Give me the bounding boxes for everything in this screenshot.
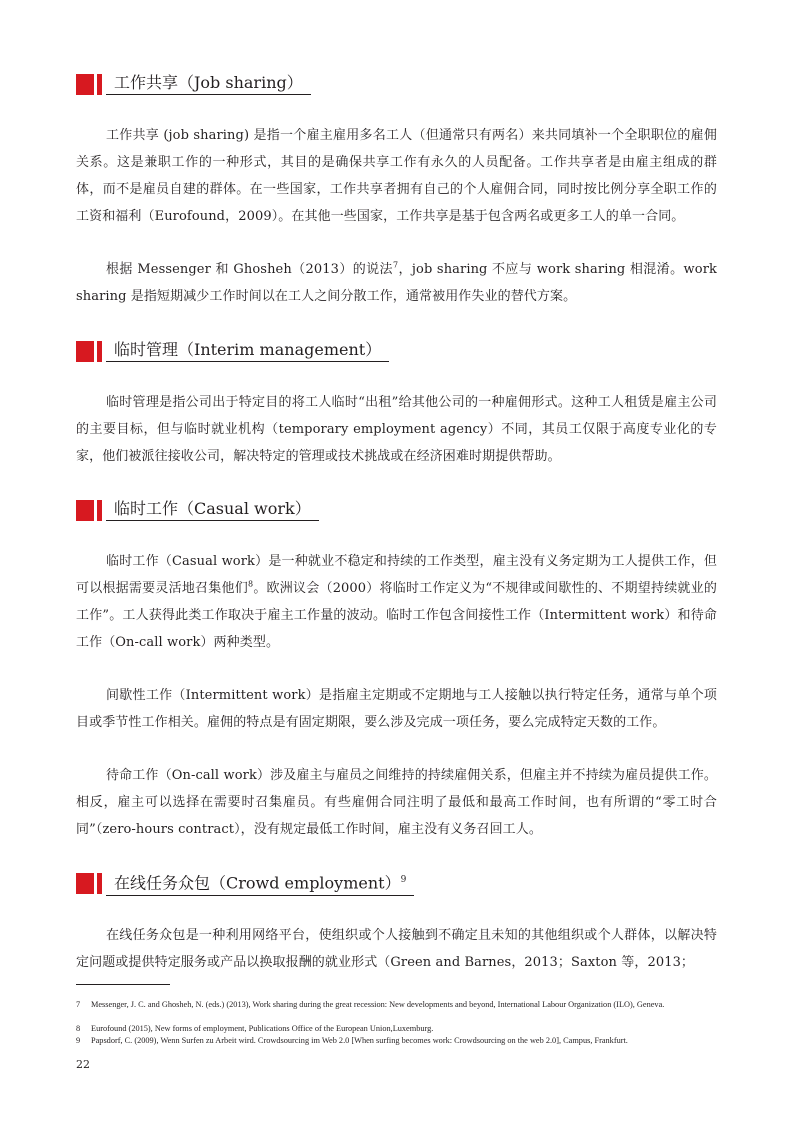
section-heading-interim-management [76, 339, 389, 363]
heading-marker [97, 341, 102, 362]
section-title: 工作共享（Job sharing） [106, 73, 311, 95]
paragraph: 根据 Messenger 和 Ghosheh（2013）的说法$^7$，job sharing 不应与 work sharing 相混淆。work sharing 是指短期减少工作时间以在工人之间分散工作，通常被用作失业的替代方案。 [76, 260, 717, 304]
paragraph: 临时工作（Casual work）是一种就业不稳定和持续的工作类型，雇主没有义务定期为工人提供工作，但可以根据需要灵活地召集他们$^8$。欧洲议会（2000）将临时工作定义为“不规律或间歇性的、不期望持续就业的工作”。工人获得此类工作取决于雇主工作量的波动。临时工作包含间接性工作（Intermittent work）和待命工作（On-call work）两种类型。 [76, 554, 717, 650]
paragraph: 待命工作（On-call work）涉及雇主与雇员之间维持的持续雇佣关系，但雇主并不持续为雇员提供工作。相反，雇主可以选择在需要时召集雇员。有些雇佣合同注明了最低和最高工作时间，也有所谓的“零工时合同”（zero-hours contract），没有规定最低工作时间，雇主没有义务召回工人。 [76, 768, 717, 837]
section-heading-crowd-employment [76, 871, 414, 895]
heading-marker [76, 341, 94, 362]
heading-marker [76, 500, 94, 521]
page-number: 22 [76, 1058, 90, 1071]
footnote: 9 Papsdorf, C. (2009), Wenn Surfen zu Arbeit wird. Crowdsourcing im Web 2.0 [When surfing becomes work: Crowdsourcing on the web 2.0], Campus, Frankfurt. [76, 1036, 628, 1045]
paragraph: 工作共享 (job sharing) 是指一个雇主雇用多名工人（但通常只有两名）来共同填补一个全职职位的雇佣关系。这是兼职工作的一种形式，其目的是确保共享工作有永久的人员配备。工作共享者是由雇主组成的群体，而不是雇员自建的群体。在一些国家，工作共享者拥有自己的个人雇佣合同，同时按比例分享全职工作的工资和福利（Eurofound，2009）。在其他一些国家，工作共享是基于包含两名或更多工人的单一合同。 [76, 128, 717, 224]
footnote-separator [76, 984, 170, 985]
heading-marker [97, 74, 102, 95]
heading-marker [76, 873, 94, 894]
footnote-ref: 7 [392, 260, 399, 270]
paragraph: 在线任务众包是一种利用网络平台，使组织或个人接触到不确定且未知的其他组织或个人群体，以解决特定问题或提供特定服务或产品以换取报酬的就业形式（Green and Barnes，2013；Saxton 等，2013； [76, 928, 717, 970]
footnote: 8 Eurofound (2015), New forms of employment, Publications Office of the European Union,Luxemburg. [76, 1024, 434, 1033]
section-title: 临时管理（Interim management） [106, 340, 389, 362]
paragraph: 临时管理是指公司出于特定目的将工人临时“出租”给其他公司的一种雇佣形式。这种工人租赁是雇主公司的主要目标，但与临时就业机构（temporary employment agency）不同，其员工仅限于高度专业化的专家，他们被派往接收公司，解决特定的管理或技术挑战或在经济困难时期提供帮助。 [76, 395, 717, 464]
footnote-ref: 8 [247, 579, 254, 589]
paragraph: 间歇性工作（Intermittent work）是指雇主定期或不定期地与工人接触以执行特定任务，通常与单个项目或季节性工作相关。雇佣的特点是有固定期限，要么涉及完成一项任务，要么完成特定天数的工作。 [76, 688, 717, 730]
footnote-ref: 9 [400, 875, 407, 886]
section-heading-casual-work [76, 498, 319, 522]
heading-marker [76, 74, 94, 95]
heading-marker [97, 500, 102, 521]
footnote: 7 Messenger, J. C. and Ghosheh, N. (eds.) (2013), Work sharing during the great recession: New developments and beyond, International Labour Organization (ILO), Geneva. [76, 1000, 665, 1009]
section-title: 在线任务众包（Crowd employment）$^9$ [106, 870, 414, 895]
heading-marker [97, 873, 102, 894]
section-title: 临时工作（Casual work） [106, 499, 319, 521]
section-heading-job-sharing [76, 72, 311, 96]
